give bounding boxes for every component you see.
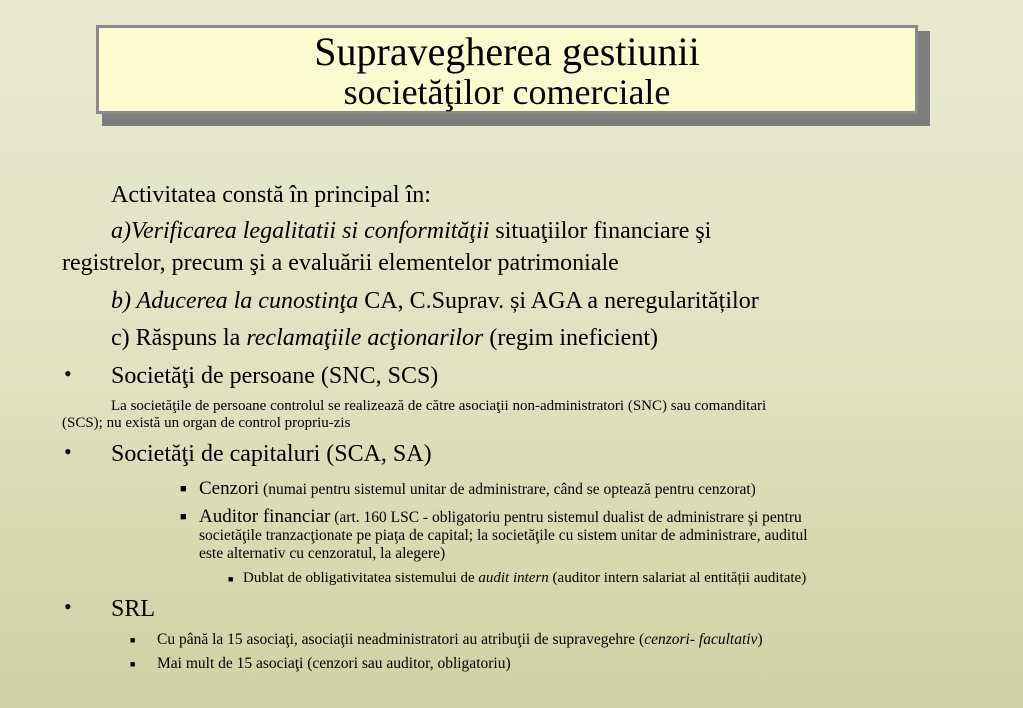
cenzori-note: (numai pentru sistemul unitar de administrare, când se optează pentru cenzorat): [259, 481, 756, 498]
srl-item1-post: ): [757, 631, 763, 648]
auditor-item: [199, 506, 802, 529]
cenzori-item: [199, 478, 756, 501]
persoane-heading: Societăţi de persoane (SNC, SCS): [111, 363, 439, 389]
point-c-italic: reclamaţiile acţionarilor: [246, 325, 484, 351]
point-a-italic: a)Verificarea legalitatii si conformităţii: [111, 218, 490, 244]
dublat-post: (auditor intern salariat al entității auditate): [548, 570, 807, 586]
point-a-line2: registrelor, precum şi a evaluării elementelor patrimoniale: [62, 250, 619, 276]
srl-item-1: [157, 631, 763, 649]
bullet-icon: •: [64, 361, 72, 386]
auditor-note-1: (art. 160 LSC - obligatoriu pentru sistemul dualist de administrare şi pentru: [330, 509, 802, 526]
persoane-note-line1: La societăţile de persoane controlul se realizează de către asociaţii non-administratori (SNC) sau comanditari: [111, 398, 767, 414]
point-b: [111, 286, 759, 316]
title-line-2: societăţilor comerciale: [343, 72, 671, 112]
srl-item1-italic: cenzori- facultativ: [644, 631, 758, 648]
cenzori-label: Cenzori: [199, 478, 260, 499]
square-bullet-icon: ■: [130, 635, 136, 645]
square-bullet-icon: ■: [228, 574, 234, 584]
point-c-pre: c) Răspuns la: [111, 325, 247, 351]
point-a-rest: situaţiilor financiare şi: [489, 218, 712, 244]
persoane-note-line2: (SCS); nu există un organ de control propriu-zis: [62, 415, 351, 431]
auditor-label: Auditor financiar: [199, 506, 331, 527]
point-b-italic: b) Aducerea la cunostinţa: [111, 288, 359, 314]
dublat-italic: audit intern: [478, 570, 549, 586]
point-b-rest: CA, C.Suprav. și AGA a neregularităților: [358, 288, 759, 314]
square-bullet-icon: ■: [130, 659, 136, 669]
title-line-1: Supravegherea gestiunii: [314, 29, 700, 74]
srl-heading: SRL: [111, 596, 156, 622]
auditor-note-3: este alternativ cu cenzoratul, la alegere): [199, 545, 446, 562]
point-c: [111, 323, 658, 353]
point-a-line1: [111, 216, 711, 246]
square-bullet-icon: ■: [180, 511, 187, 523]
srl-item-2: Mai mult de 15 asociaţi (cenzori sau auditor, obligatoriu): [157, 655, 511, 672]
bullet-icon: •: [64, 439, 72, 464]
square-bullet-icon: ■: [180, 483, 187, 495]
dublat-pre: Dublat de obligativitatea sistemului de: [243, 570, 479, 586]
dublat-item: [243, 570, 806, 587]
capitaluri-heading: Societăţi de capitaluri (SCA, SA): [111, 441, 432, 467]
point-c-post: (regim ineficient): [483, 325, 658, 351]
srl-item1-pre: Cu până la 15 asociaţi, asociaţii neadministratori au atribuţii de supravegehre (: [157, 631, 645, 648]
bullet-icon: •: [64, 594, 72, 619]
auditor-note-2: societăţile tranzacţionate pe piaţa de capital; la societăţile cu sistem unitar de administrare, auditul: [199, 527, 808, 544]
intro-text: Activitatea constă în principal în:: [111, 182, 431, 208]
